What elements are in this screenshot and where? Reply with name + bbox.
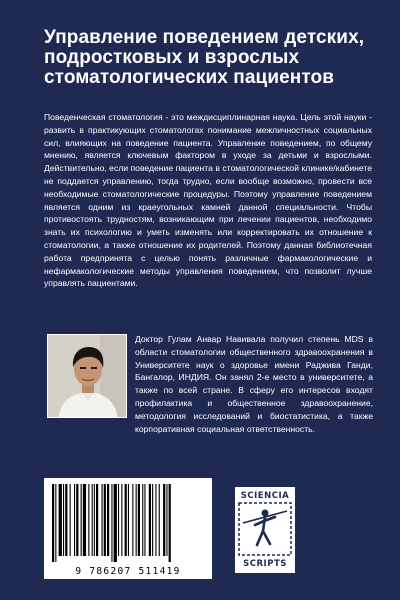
- barcode-bar: [111, 484, 112, 562]
- barcode-bar: [63, 484, 64, 556]
- barcode-bar: [104, 484, 106, 556]
- barcode-bar: [155, 484, 156, 556]
- barcode-bar: [125, 484, 127, 556]
- barcode-bar: [114, 484, 117, 562]
- barcode-bar: [118, 484, 119, 556]
- publisher-logo: [235, 487, 295, 573]
- barcode-bar: [144, 484, 145, 556]
- publisher-name-top: SCIENCIA: [240, 491, 290, 501]
- isbn-number: 9 786207 511419: [75, 566, 181, 577]
- barcode-bar: [92, 484, 93, 556]
- publisher-name-bottom: SCRIPTS: [243, 559, 287, 569]
- barcode-bar: [83, 484, 86, 556]
- barcode-bar: [169, 484, 171, 562]
- barcode-bar: [55, 484, 56, 562]
- barcode-bar: [149, 484, 151, 556]
- barcode-bar: [96, 484, 98, 556]
- barcode-bar: [59, 484, 62, 556]
- isbn-barcode: [44, 478, 212, 579]
- barcode-bar: [102, 484, 103, 556]
- barcode-bar: [107, 484, 109, 556]
- barcode-bar: [128, 484, 129, 556]
- author-portrait: [48, 335, 127, 418]
- barcode-bar: [70, 484, 71, 556]
- barcode-bar: [121, 484, 122, 556]
- author-bio: Доктор Гулам Анвар Навивала получил степень MDS в области стоматологии общественного здравоохранения в Университете наук о здоровье имени Раджива Ганди, Бангалор, ИНДИЯ. Он занял 2-е место в университете, а также по всей стране. В сферу его интересов входят профилактика и общественное здравоохранение, методология исследований и биостатистика, а также корпоративная социальная ответственность.: [135, 334, 373, 434]
- barcode-bars: [50, 484, 206, 562]
- book-title: Управление поведением детских, подростковых и взрослых стоматологических пациентов: [44, 27, 365, 88]
- barcode-bar: [52, 484, 54, 562]
- barcode-bar: [88, 484, 89, 556]
- book-description: Поведенческая стоматология - это междисциплинарная наука. Цель этой науки - развить в практикующих стоматологах понимание межличностных социальных сил, влияющих на поведение пациента. Управление поведением, по общему мнению, является ключевым фактором в уходе за детьми и взрослыми. Действительно, если поведение пациента в стоматологической клинике/кабинете не поддается управлению, тогда трудно, если вообще возможно, провести все необходимые стоматологические процедуры. Поэтому управление поведением является одним из краеугольных камней данной специальности. Чтобы противостоять трудностям, возникающим при лечении пациентов, необходимо знать их психологию и уметь изменять или корректировать их отношение к стоматологии, а также отношение их родителей. Поэтому данная библиотечная работа предпринята с целью понять различные фармакологические и нефармакологические методы управления поведением, что позволит лучше управлять пациентами.: [44, 112, 372, 289]
- author-photo: [47, 334, 127, 418]
- barcode-bar: [94, 484, 95, 556]
- barcode-bar: [166, 484, 167, 556]
- barcode-bar: [132, 484, 133, 556]
- barcode-bar: [159, 484, 160, 556]
- barcode-bar: [81, 484, 82, 556]
- barcode-bar: [74, 484, 75, 556]
- barcode-bar: [152, 484, 153, 556]
- barcode-bar: [163, 484, 165, 556]
- barcode-bar: [142, 484, 143, 556]
- barcode-bar: [138, 484, 140, 556]
- barcode-bar: [136, 484, 137, 556]
- barcode-bar: [65, 484, 67, 556]
- barcode-bar: [76, 484, 78, 556]
